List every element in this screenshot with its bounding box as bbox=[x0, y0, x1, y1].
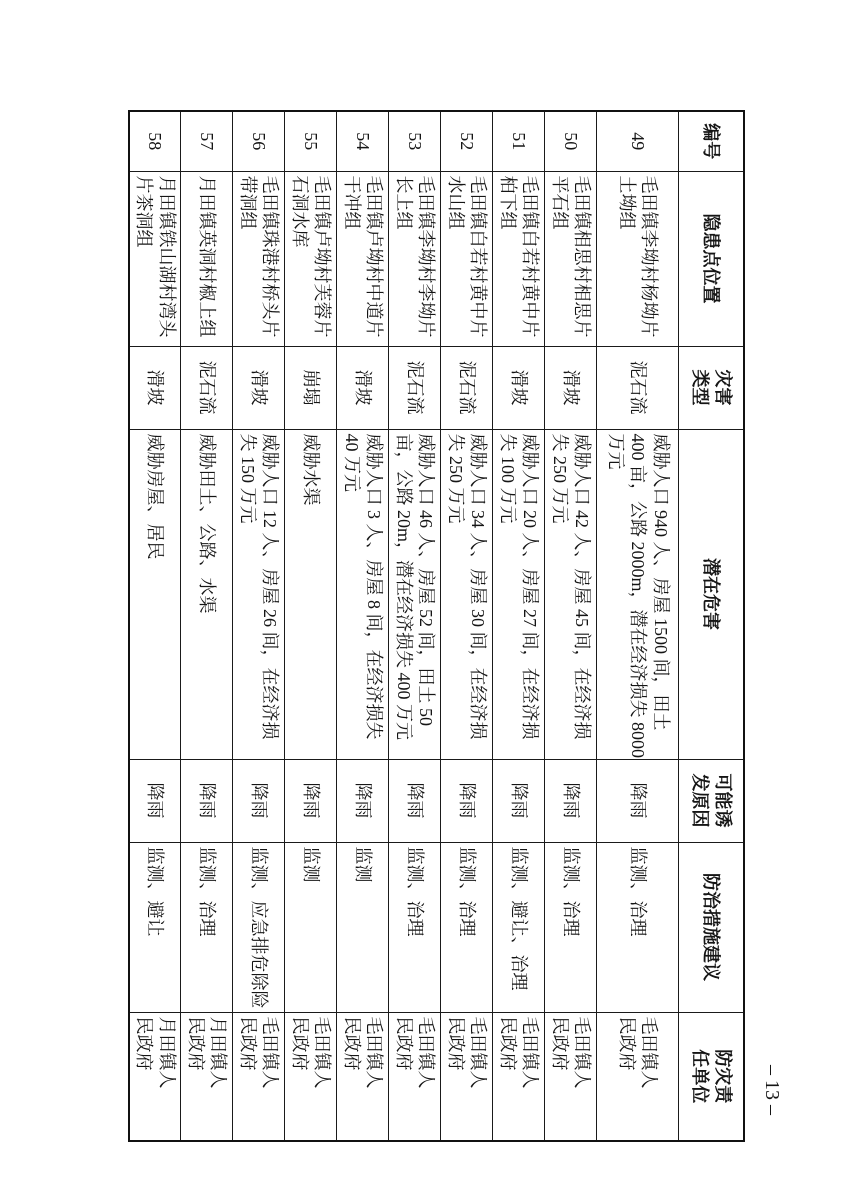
cell-number: 51 bbox=[493, 111, 545, 171]
table-row bbox=[493, 111, 545, 1141]
cell-location: 毛田镇李坳村杨坳片 土坳组 bbox=[597, 171, 679, 346]
cell-responsible-unit: 月田镇人 民政府 bbox=[181, 1012, 233, 1141]
cell-prevention: 监测、避让、治理 bbox=[493, 842, 545, 1012]
table-row bbox=[441, 111, 493, 1141]
cell-potential-harm: 威胁人口 34 人、房屋 30 间，在经济损 失 250 万元 bbox=[441, 429, 493, 759]
cell-number: 57 bbox=[181, 111, 233, 171]
cell-location: 毛田镇相思村相思片 平石组 bbox=[545, 171, 597, 346]
hazard-table bbox=[128, 110, 745, 1142]
cell-responsible-unit: 毛田镇人 民政府 bbox=[493, 1012, 545, 1141]
cell-number: 54 bbox=[337, 111, 389, 171]
cell-trigger: 降雨 bbox=[389, 759, 441, 842]
table-row bbox=[597, 111, 679, 1141]
cell-potential-harm: 威胁人口 940 人、房屋 1500 间，田土 400 亩，公路 2000m，潜在经济损失 8000 万元 bbox=[597, 429, 679, 759]
cell-location: 月田镇铁山湖村湾头 片茶洞组 bbox=[129, 171, 181, 346]
cell-potential-harm: 威胁人口 20 人、房屋 27 间，在经济损 失 100 万元 bbox=[493, 429, 545, 759]
cell-responsible-unit: 毛田镇人 民政府 bbox=[545, 1012, 597, 1141]
cell-hazard-type: 泥石流 bbox=[441, 346, 493, 429]
cell-prevention: 监测、治理 bbox=[597, 842, 679, 1012]
cell-trigger: 降雨 bbox=[181, 759, 233, 842]
header-location: 隐患点位置 bbox=[679, 171, 744, 346]
header-hazard-type: 灾害 类型 bbox=[679, 346, 744, 429]
header-responsible-unit: 防灾责 任单位 bbox=[679, 1012, 744, 1141]
table-row bbox=[337, 111, 389, 1141]
cell-location: 毛田镇卢坳村中道片 干冲组 bbox=[337, 171, 389, 346]
cell-location: 月田镇英洞村椒上组 bbox=[181, 171, 233, 346]
cell-hazard-type: 泥石流 bbox=[597, 346, 679, 429]
cell-number: 58 bbox=[129, 111, 181, 171]
cell-hazard-type: 泥石流 bbox=[389, 346, 441, 429]
table-row bbox=[129, 111, 181, 1141]
cell-prevention: 监测、治理 bbox=[181, 842, 233, 1012]
cell-number: 52 bbox=[441, 111, 493, 171]
cell-responsible-unit: 毛田镇人 民政府 bbox=[337, 1012, 389, 1141]
cell-number: 56 bbox=[233, 111, 285, 171]
table-header-row bbox=[679, 111, 744, 1141]
cell-prevention: 监测、避让 bbox=[129, 842, 181, 1012]
cell-prevention: 监测、治理 bbox=[389, 842, 441, 1012]
cell-trigger: 降雨 bbox=[545, 759, 597, 842]
header-number: 编号 bbox=[679, 111, 744, 171]
table-row bbox=[389, 111, 441, 1141]
cell-location: 毛田镇白若村黄中片 柏下组 bbox=[493, 171, 545, 346]
header-potential-harm: 潜在危害 bbox=[679, 429, 744, 759]
cell-potential-harm: 威胁田土、公路、水渠 bbox=[181, 429, 233, 759]
cell-responsible-unit: 月田镇人 民政府 bbox=[129, 1012, 181, 1141]
cell-prevention: 监测、治理 bbox=[545, 842, 597, 1012]
cell-potential-harm: 威胁房屋、居民 bbox=[129, 429, 181, 759]
cell-hazard-type: 滑坡 bbox=[233, 346, 285, 429]
cell-hazard-type: 滑坡 bbox=[545, 346, 597, 429]
cell-hazard-type: 滑坡 bbox=[129, 346, 181, 429]
cell-potential-harm: 威胁人口 12 人、房屋 26 间，在经济损 失 150 万元 bbox=[233, 429, 285, 759]
hazard-table-container bbox=[130, 110, 745, 1140]
cell-potential-harm: 威胁水渠 bbox=[285, 429, 337, 759]
table-row bbox=[285, 111, 337, 1141]
cell-number: 50 bbox=[545, 111, 597, 171]
cell-hazard-type: 崩塌 bbox=[285, 346, 337, 429]
cell-prevention: 监测、治理 bbox=[441, 842, 493, 1012]
table-row bbox=[233, 111, 285, 1141]
cell-trigger: 降雨 bbox=[285, 759, 337, 842]
cell-location: 毛田镇卢坳村芙蓉片 石洞水库 bbox=[285, 171, 337, 346]
cell-responsible-unit: 毛田镇人 民政府 bbox=[441, 1012, 493, 1141]
cell-trigger: 降雨 bbox=[493, 759, 545, 842]
cell-location: 毛田镇李坳村李坳片 长上组 bbox=[389, 171, 441, 346]
cell-potential-harm: 威胁人口 42 人、房屋 45 间，在经济损 失 250 万元 bbox=[545, 429, 597, 759]
cell-responsible-unit: 毛田镇人 民政府 bbox=[597, 1012, 679, 1141]
cell-responsible-unit: 毛田镇人 民政府 bbox=[233, 1012, 285, 1141]
cell-number: 55 bbox=[285, 111, 337, 171]
cell-responsible-unit: 毛田镇人 民政府 bbox=[285, 1012, 337, 1141]
cell-trigger: 降雨 bbox=[597, 759, 679, 842]
cell-potential-harm: 威胁人口 46 人、房屋 52 间，田土 50 亩，公路 20m，潜在经济损失 400 万元 bbox=[389, 429, 441, 759]
cell-location: 毛田镇珠港村桥头片 带洞组 bbox=[233, 171, 285, 346]
table-row bbox=[181, 111, 233, 1141]
cell-potential-harm: 威胁人口 3 人、房屋 8 间，在经济损失 40 万元 bbox=[337, 429, 389, 759]
header-trigger: 可能诱 发原因 bbox=[679, 759, 744, 842]
page-number: – 13 – bbox=[761, 1065, 783, 1115]
table-row bbox=[545, 111, 597, 1141]
cell-trigger: 降雨 bbox=[337, 759, 389, 842]
cell-hazard-type: 泥石流 bbox=[181, 346, 233, 429]
cell-prevention: 监测、应急排危除险 bbox=[233, 842, 285, 1012]
cell-trigger: 降雨 bbox=[233, 759, 285, 842]
cell-hazard-type: 滑坡 bbox=[493, 346, 545, 429]
cell-number: 53 bbox=[389, 111, 441, 171]
cell-prevention: 监测 bbox=[337, 842, 389, 1012]
cell-trigger: 降雨 bbox=[441, 759, 493, 842]
header-prevention: 防治措施建议 bbox=[679, 842, 744, 1012]
cell-location: 毛田镇白若村黄中片 水山组 bbox=[441, 171, 493, 346]
cell-hazard-type: 滑坡 bbox=[337, 346, 389, 429]
cell-responsible-unit: 毛田镇人 民政府 bbox=[389, 1012, 441, 1141]
cell-number: 49 bbox=[597, 111, 679, 171]
cell-prevention: 监测 bbox=[285, 842, 337, 1012]
cell-trigger: 降雨 bbox=[129, 759, 181, 842]
